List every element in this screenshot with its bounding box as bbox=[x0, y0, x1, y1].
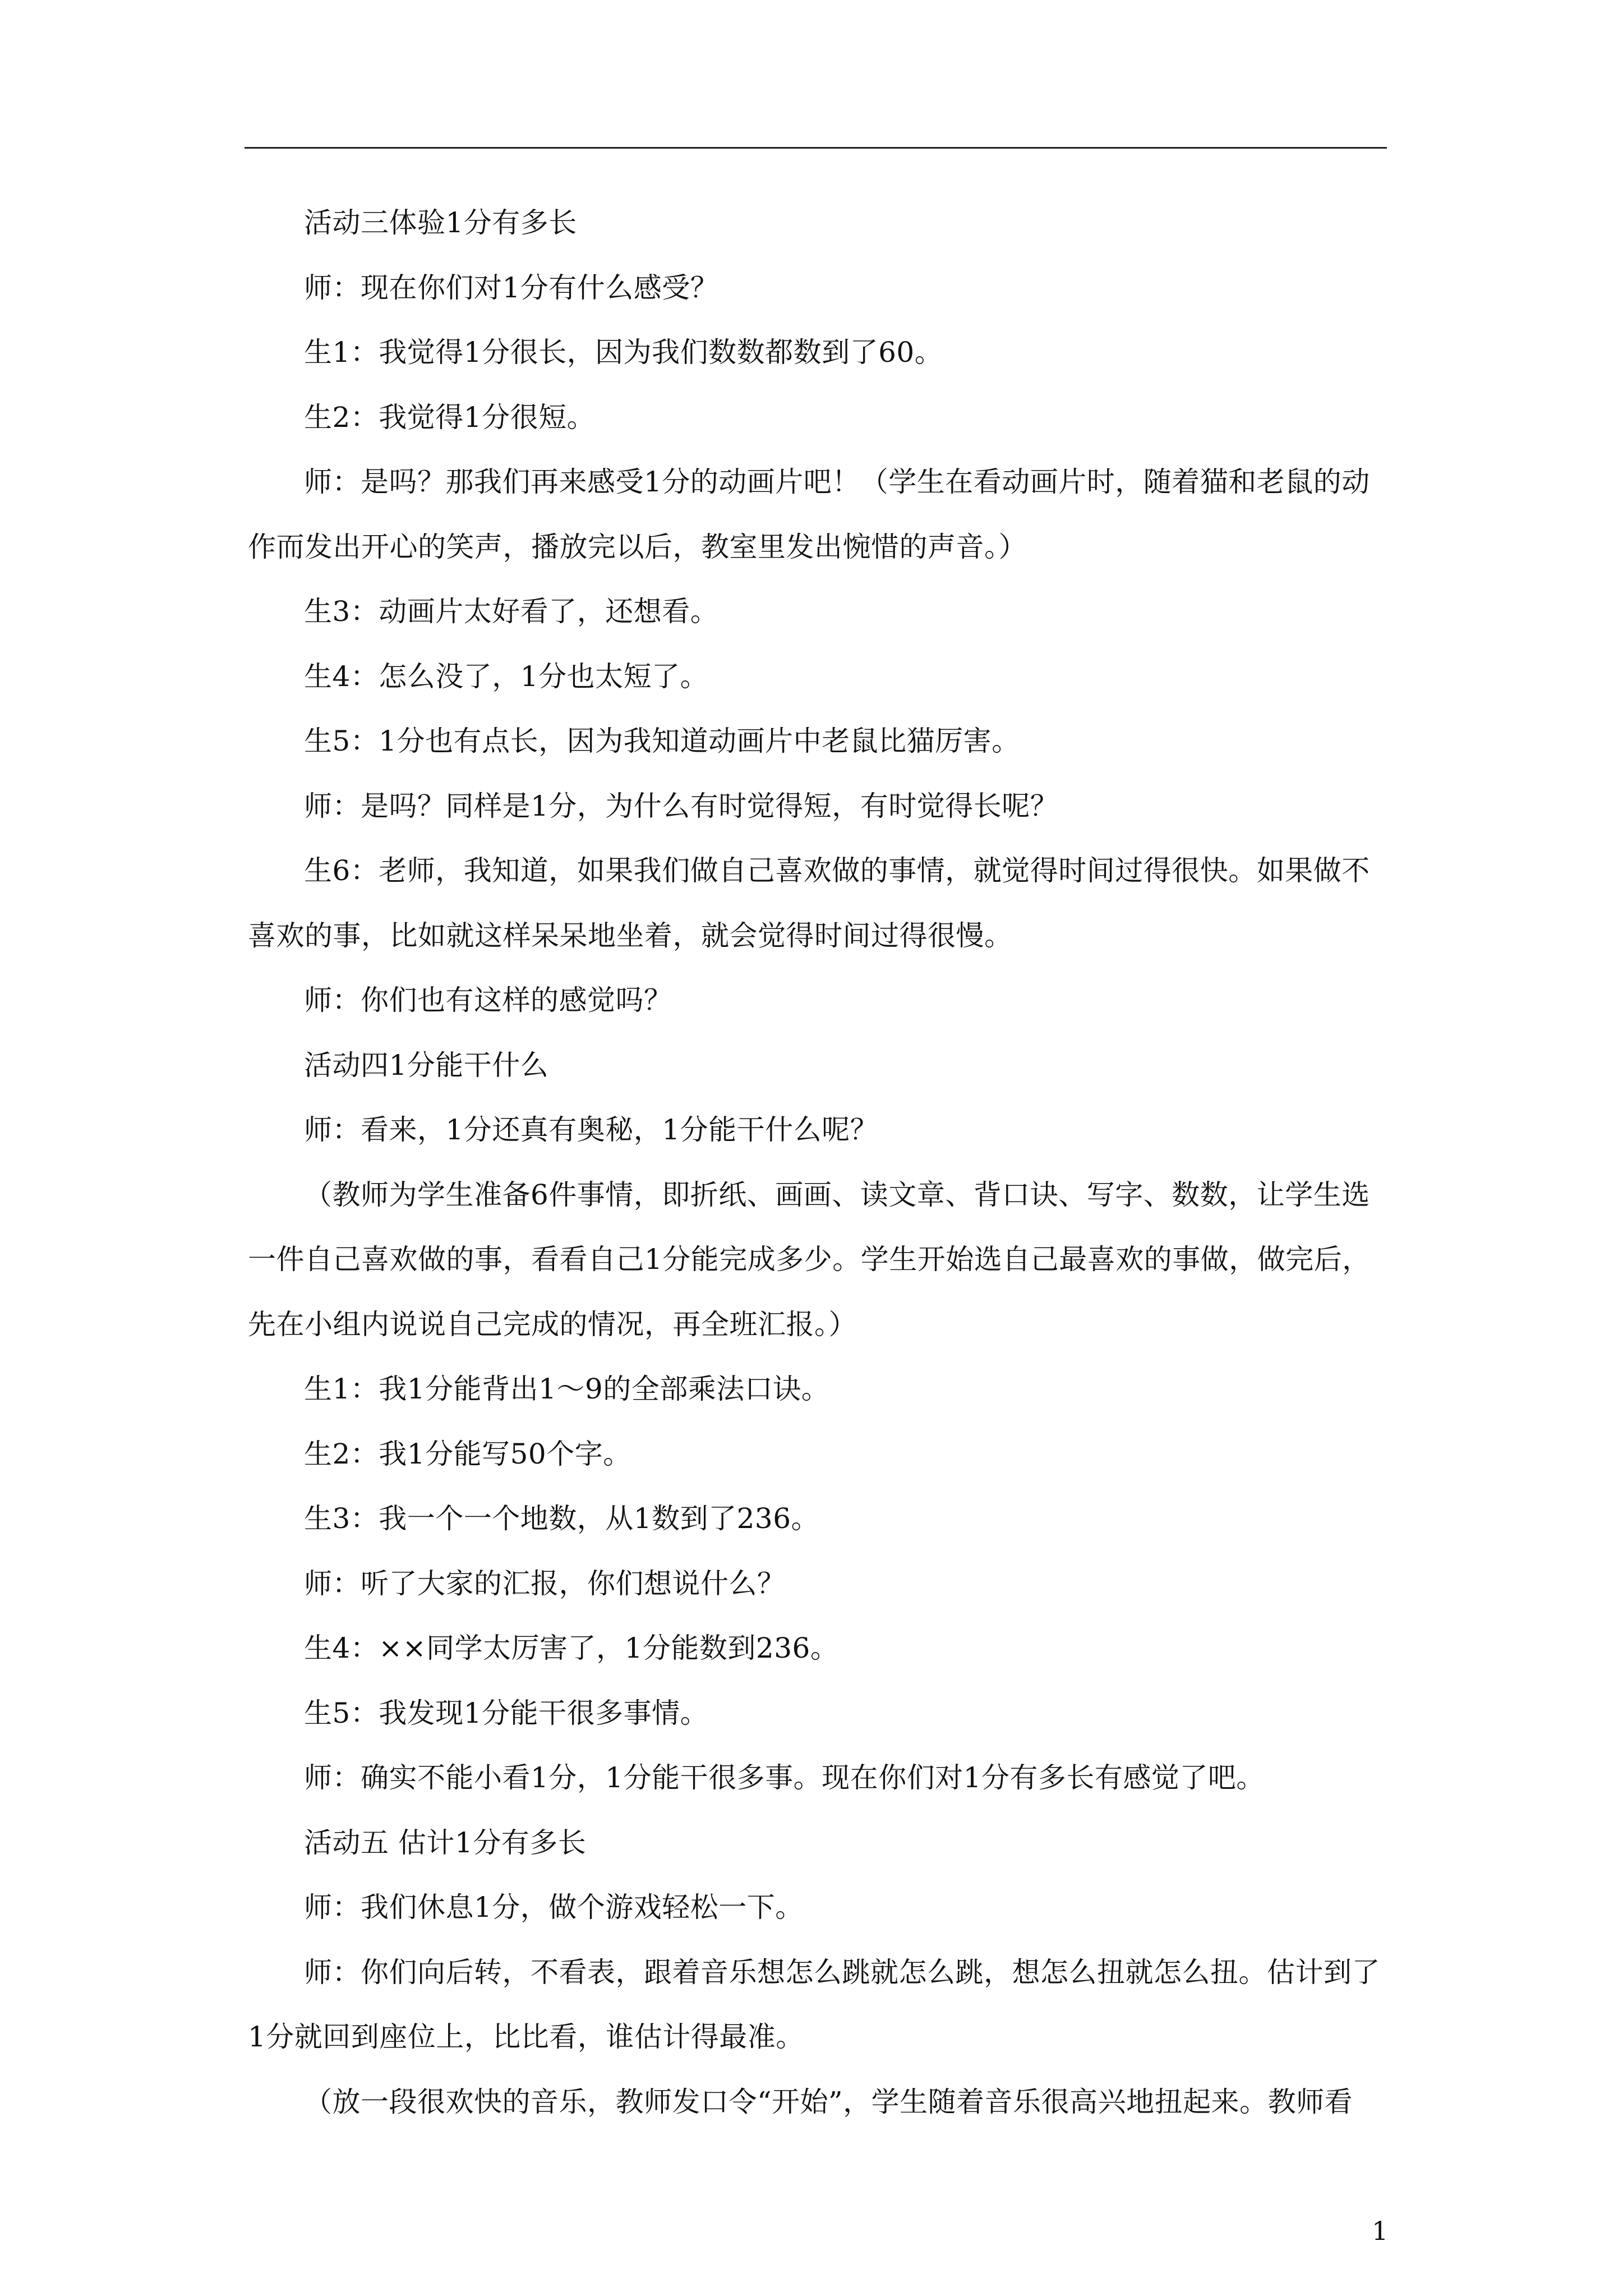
paragraph: （教师为学生准备6件事情，即折纸、画画、读文章、背口诀、写字、数数，让学生选一件自己喜欢做的事，看看自己1分能完成多少。学生开始选自己最喜欢的事做，做完后，先在小组内说说自己完成的情况，再全班汇报。） bbox=[248, 1178, 1371, 1341]
paragraph: （放一段很欢快的音乐，教师发口令“开始”，学生随着音乐很高兴地扭起来。教师看 bbox=[304, 2085, 1353, 2118]
paragraph: 生6：老师，我知道，如果我们做自己喜欢做的事情，就觉得时间过得很快。如果做不喜欢的事，比如就这样呆呆地坐着，就会觉得时间过得很慢。 bbox=[248, 854, 1370, 952]
page-number: 1 bbox=[1372, 2216, 1389, 2246]
paragraph: 生4：怎么没了，1分也太短了。 bbox=[304, 660, 709, 693]
paragraph-activity-5-title: 活动五 估计1分有多长 bbox=[304, 1826, 587, 1859]
paragraph: 师：看来，1分还真有奥秘，1分能干什么呢？ bbox=[304, 1114, 879, 1146]
paragraph: 师：我们休息1分，做个游戏轻松一下。 bbox=[304, 1891, 804, 1924]
paragraph-activity-4-title: 活动四1分能干什么 bbox=[304, 1048, 549, 1082]
paragraph-activity-3-title: 活动三体验1分有多长 bbox=[304, 206, 577, 239]
paragraph: 生4：××同学太厉害了，1分能数到236。 bbox=[304, 1632, 839, 1664]
paragraph: 生5：我发现1分能干很多事情。 bbox=[304, 1696, 709, 1729]
document-body bbox=[248, 191, 1391, 2134]
paragraph: 生2：我觉得1分很短。 bbox=[304, 401, 596, 434]
paragraph: 师：你们也有这样的感觉吗？ bbox=[304, 984, 672, 1016]
paragraph: 师：确实不能小看1分，1分能干很多事。现在你们对1分有多长有感觉了吧。 bbox=[304, 1761, 1265, 1794]
paragraph: 师：你们向后转，不看表，跟着音乐想怎么跳就怎么跳，想怎么扭就怎么扭。估计到了1分就回到座位上，比比看，谁估计得最准。 bbox=[248, 1955, 1380, 2053]
paragraph: 师：现在你们对1分有什么感受？ bbox=[304, 271, 719, 304]
paragraph: 生3：我一个一个地数，从1数到了236。 bbox=[304, 1502, 820, 1535]
paragraph: 生3：动画片太好看了，还想看。 bbox=[304, 595, 719, 628]
paragraph: 师：听了大家的汇报，你们想说什么？ bbox=[304, 1567, 786, 1600]
paragraph: 生2：我1分能写50个字。 bbox=[304, 1437, 631, 1470]
paragraph: 生1：我1分能背出1～9的全部乘法口诀。 bbox=[304, 1373, 830, 1405]
paragraph: 生5：1分也有点长，因为我知道动画片中老鼠比猫厉害。 bbox=[304, 725, 1020, 757]
paragraph: 师：是吗？同样是1分，为什么有时觉得短，有时觉得长呢？ bbox=[304, 789, 1059, 822]
paragraph: 师：是吗？那我们再来感受1分的动画片吧！（学生在看动画片时，随着猫和老鼠的动作而发出开心的笑声，播放完以后，教室里发出惋惜的声音。） bbox=[248, 466, 1370, 563]
header-rule bbox=[245, 147, 1387, 149]
paragraph: 生1：我觉得1分很长，因为我们数数都数到了60。 bbox=[304, 336, 943, 369]
